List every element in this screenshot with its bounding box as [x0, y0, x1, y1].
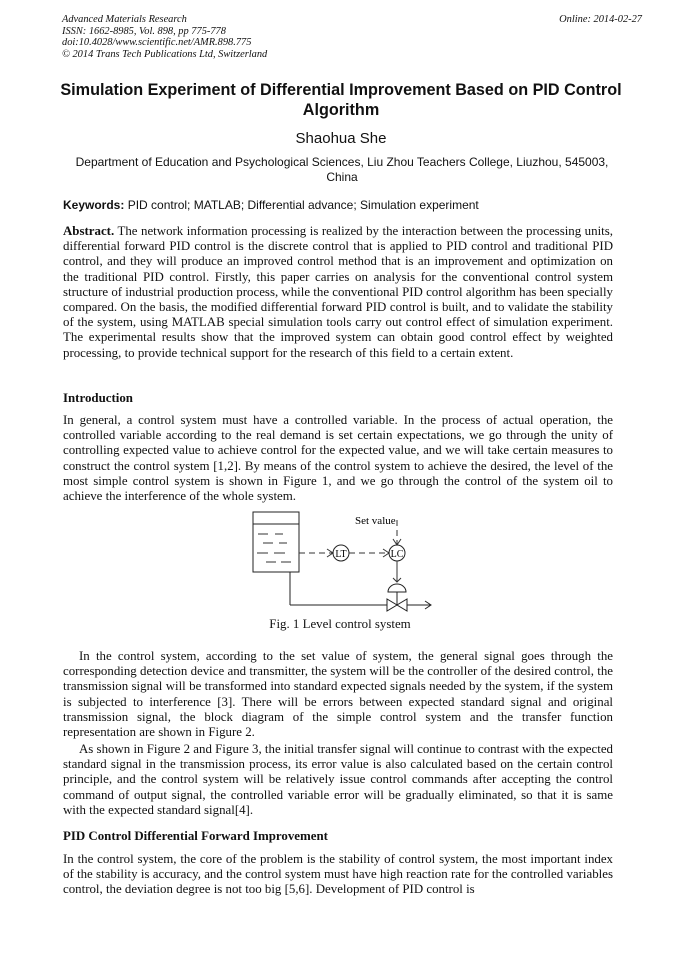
- pid-paragraph-1: In the control system, the core of the problem is the stability of control system, the most important index of the stability is accuracy, and the control system must have high reaction rate for the controlled variables control, the deviation degree is not too big [5,6]. Development of PID control is: [63, 852, 613, 897]
- journal-name: Advanced Materials Research: [62, 14, 187, 25]
- abstract-text: The network information processing is realized by the interaction between the processing units, differential forward PID control is the discrete control that is applied to PID control and traditional PID control, and they will produce an improved control method that is an improvement and optimization on the traditional PID control. Firstly, this paper carries on analysis for the conventional control system structure of industrial production process, while the conventional PID control algorithm has been specially compared. On the basis, the modified differential forward PID control is built, and to validate the stability of the system, using MATLAB special simulation tools carry out control effect of simulation experiment. The experimental results show that the improved system can obtain good control effect by weighted processing, to provide technical support for the research of this field to a certain extent.: [63, 224, 613, 360]
- intro-paragraph-2: In the control system, according to the set value of system, the general signal goes through the corresponding detection device and transmitter, the system will be the controller of the desired control, the transmission signal will be transformed into standard expected signals needed by the system, if the system is subjected to interference [3]. There will be errors between expected standard signal and original transmission signal, the block diagram of the simple control system and the transfer function representation are shown in Figure 2.: [63, 649, 613, 740]
- intro-paragraph-1: In general, a control system must have a controlled variable. In the process of actual operation, the controlled variable according to the real demand is set certain expectations, we go through the unity of controlling expected value to achieve control for the expected value, and we will take certain measures to construct the control system [1,2]. By means of the control system to achieve the desired, the level of the most simple control system is shown in Figure 1, and we go through the control of the system oil to achieve the interference of the whole system.: [63, 413, 613, 504]
- lt-label: LT: [335, 549, 347, 560]
- figure-1-caption: Fig. 1 Level control system: [269, 617, 411, 631]
- keywords: [63, 198, 479, 213]
- abstract-label: Abstract.: [63, 224, 115, 238]
- doi-line: doi:10.4028/www.scientific.net/AMR.898.775: [62, 37, 252, 49]
- liquid-level-lines: [257, 534, 291, 562]
- copyright-line: © 2014 Trans Tech Publications Ltd, Switzerland: [62, 48, 268, 60]
- issn-line: ISSN: 1662-8985, Vol. 898, pp 775-778: [62, 25, 226, 37]
- section-heading-pid: PID Control Differential Forward Improvement: [63, 829, 328, 843]
- keywords-list: PID control; MATLAB; Differential advance; Simulation experiment: [127, 198, 479, 212]
- journal-header: [62, 14, 267, 60]
- actuator-icon: [388, 584, 406, 592]
- author-affiliation: Department of Education and Psychological Sciences, Liu Zhou Teachers College, Liuzhou, 545003, China: [75, 155, 609, 184]
- lc-label: LC: [390, 549, 404, 560]
- set-value-label: Set value: [355, 515, 396, 527]
- online-date: Online: 2014-02-27: [559, 14, 642, 25]
- keywords-label: Keywords:: [63, 198, 125, 212]
- level-control-diagram: [250, 510, 450, 618]
- section-heading-introduction: Introduction: [63, 391, 133, 405]
- intro-paragraph-3: As shown in Figure 2 and Figure 3, the initial transfer signal will continue to contrast with the expected standard signal in the transmission process, its error value is also calculated based on the certain control principle, and the control system will be relatively issue control commands after accepting the control command of output signal, the controlled variable error will be gradually eliminated, so that it is same with the expected standard signal[4].: [63, 742, 613, 817]
- paper-title: Simulation Experiment of Differential Improvement Based on PID Control Algorithm: [60, 81, 622, 119]
- tank-icon: [253, 512, 299, 572]
- abstract: [63, 224, 613, 361]
- author-name: Shaohua She: [295, 130, 387, 147]
